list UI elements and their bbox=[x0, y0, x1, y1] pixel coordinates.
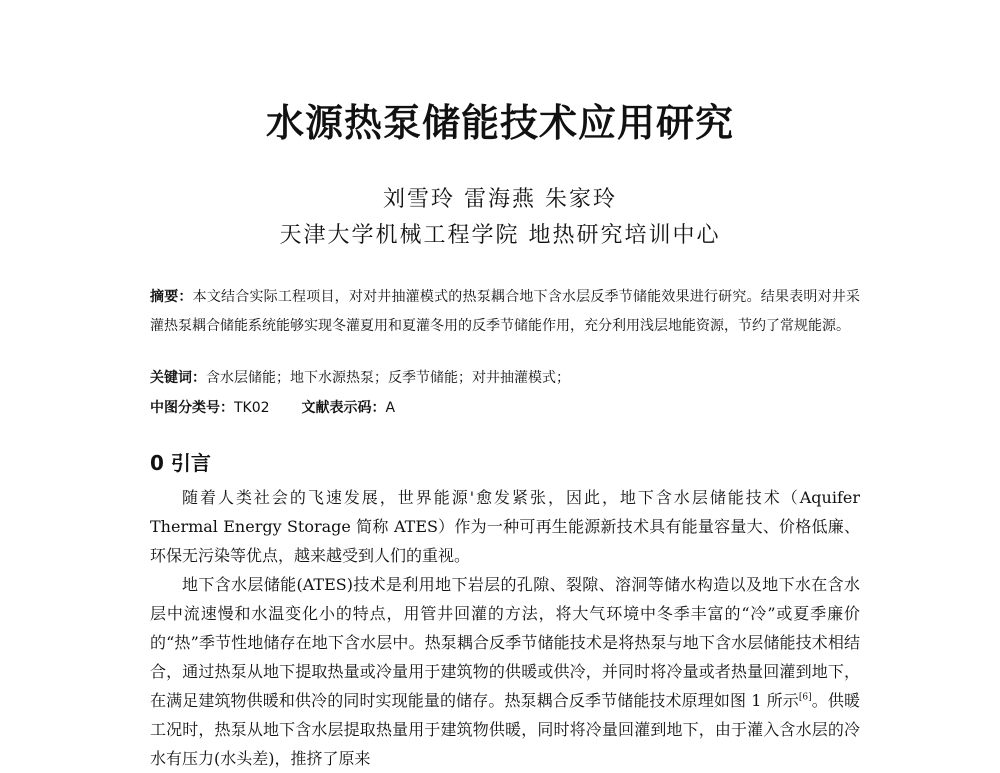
introduction-body bbox=[150, 483, 860, 773]
author-affiliation: 天津大学机械工程学院 地热研究培训中心 bbox=[279, 223, 721, 248]
classification-label: 中图分类号： bbox=[150, 400, 234, 416]
keywords-text: 含水层储能；地下水源热泵；反季节储能；对井抽灌模式； bbox=[206, 370, 570, 386]
abstract bbox=[150, 283, 860, 341]
introduction-paragraph-1: 随着人类社会的飞速发展，世界能源'愈发紧张，因此，地下含水层储能技术（Aquifer Thermal Energy Storage 简称 ATES）作为一种可再生能源新技术具有能量容量大、价格低廉、环保无污染等优点，越来越受到人们的重视。 bbox=[150, 488, 860, 565]
paragraph-2-text-after-citation: 。供暖工况时，热泵从地下含水层提取热量用于建筑物供暖，同时将冷量回灌到地下，由于灌入含水层的冷水有压力(水头差)，推挤了原来 bbox=[150, 691, 860, 768]
introduction-paragraph-2 bbox=[150, 570, 860, 773]
citation-ref: [6] bbox=[798, 692, 812, 703]
classification-line bbox=[150, 397, 395, 417]
section-heading-introduction: 0 引言 bbox=[150, 451, 211, 475]
abstract-label: 摘要： bbox=[150, 289, 193, 305]
document-code-label: 文献表示码： bbox=[301, 400, 386, 416]
document-code-value: A bbox=[385, 400, 396, 416]
paper-title: 水源热泵储能技术应用研究 bbox=[265, 101, 734, 145]
paragraph-2-text-before-citation: 地下含水层储能(ATES)技术是利用地下岩层的孔隙、裂隙、溶洞等储水构造以及地下水在含水层中流速慢和水温变化小的特点，用管井回灌的方法，将大气环境中冬季丰富的“冷”或夏季廉价的“热”季节性地储存在地下含水层中。热泵耦合反季节储能技术是将热泵与地下含水层储能技术相结合，通过热泵从地下提取热量或冷量用于建筑物的供暖或供冷，并同时将冷量或者热量回灌到地下，在满足建筑物供暖和供冷的同时实现能量的储存。热泵耦合反季节储能技术原理如图 1 所示 bbox=[150, 575, 860, 710]
keywords bbox=[150, 367, 570, 387]
classification-value: TK02 bbox=[234, 400, 270, 416]
author-list: 刘雪玲 雷海燕 朱家玲 bbox=[383, 187, 617, 212]
abstract-text: 本文结合实际工程项目，对对井抽灌模式的热泵耦合地下含水层反季节储能效果进行研究。结果表明对井采灌热泵耦合储能系统能够实现冬灌夏用和夏灌冬用的反季节储能作用，充分利用浅层地能资源，节约了常规能源。 bbox=[150, 289, 861, 334]
keywords-label: 关键词： bbox=[150, 370, 206, 386]
